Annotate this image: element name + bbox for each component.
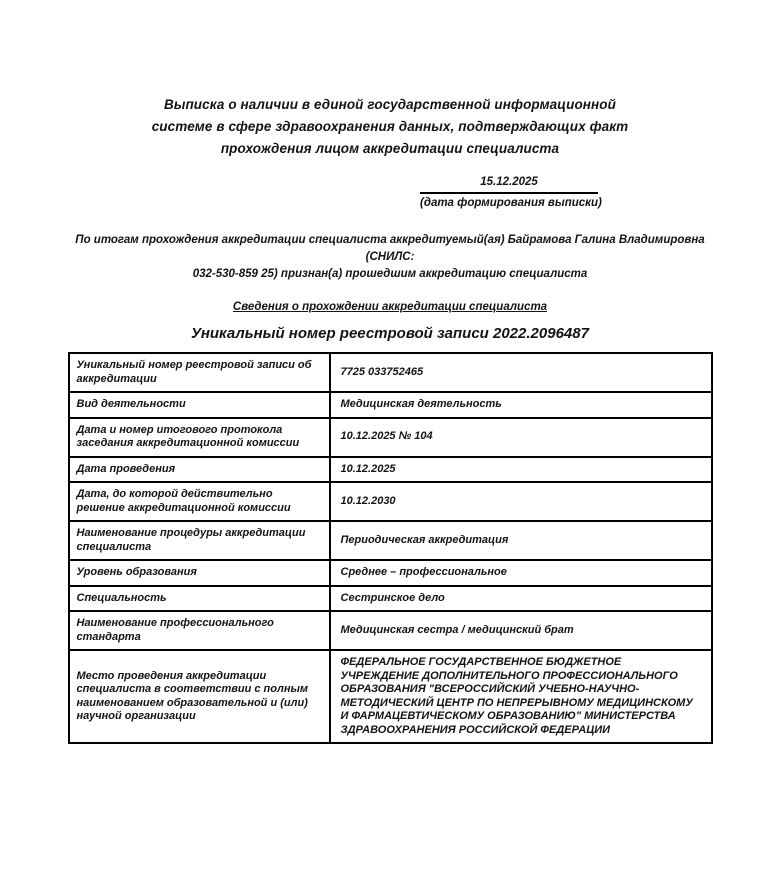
row-value-cell: 10.12.2025	[330, 457, 712, 483]
intro-line: 032-530-859 25) признан(а) прошедшим аккредитацию специалиста	[192, 268, 588, 280]
row-value-cell: Медицинская сестра / медицинский брат	[330, 611, 712, 650]
table-row	[69, 586, 712, 612]
row-label-cell: Место проведения аккредитации специалиста в соответствии с полным наименованием образовательной и (или) научной организации	[69, 650, 330, 743]
row-label-cell: Уровень образования	[69, 560, 330, 586]
section-heading: Сведения о прохождении аккредитации специалиста	[232, 301, 548, 313]
issue-date-block	[420, 176, 602, 210]
row-value-cell: 7725 033752465	[330, 353, 712, 392]
row-label-cell: Специальность	[69, 586, 330, 612]
table-row	[69, 418, 712, 457]
table-row	[69, 482, 712, 521]
intro-line: По итогам прохождения аккредитации специалиста аккредитуемый(ая) Байрамова Галина Владимировна (СНИЛС:	[75, 234, 705, 263]
accreditation-table	[68, 352, 713, 744]
document-title-line: Выписка о наличии в единой государственной информационной	[163, 97, 616, 112]
row-value-cell: Периодическая аккредитация	[330, 521, 712, 560]
registry-number-heading: Уникальный номер реестровой записи 2022.2096487	[191, 325, 589, 342]
row-label-cell: Дата, до которой действительно решение аккредитационной комиссии	[69, 482, 330, 521]
table-row	[69, 353, 712, 392]
row-label-cell: Вид деятельности	[69, 392, 330, 418]
row-label-cell: Дата проведения	[69, 457, 330, 483]
issue-date-caption: (дата формирования выписки)	[420, 197, 602, 209]
document-title	[70, 94, 710, 160]
row-value-cell: 10.12.2030	[330, 482, 712, 521]
table-row	[69, 650, 712, 743]
issue-date-value: 15.12.2025	[420, 176, 598, 194]
row-value-cell: ФЕДЕРАЛЬНОЕ ГОСУДАРСТВЕННОЕ БЮДЖЕТНОЕ УЧРЕЖДЕНИЕ ДОПОЛНИТЕЛЬНОГО ПРОФЕССИОНАЛЬНОГО ОБРАЗОВАНИЯ "ВСЕРОССИЙСКИЙ УЧЕБНО-НАУЧНО-МЕТОДИЧЕСКИЙ ЦЕНТР ПО НЕПРЕРЫВНОМУ МЕДИЦИНСКОМУ И ФАРМАЦЕВТИЧЕСКОМУ ОБРАЗОВАНИЮ" МИНИСТЕРСТВА ЗДРАВООХРАНЕНИЯ РОССИЙСКОЙ ФЕДЕРАЦИИ	[330, 650, 712, 743]
row-value-cell: Среднее – профессиональное	[330, 560, 712, 586]
row-label-cell: Уникальный номер реестровой записи об аккредитации	[69, 353, 330, 392]
row-label-cell: Наименование процедуры аккредитации специалиста	[69, 521, 330, 560]
table-row	[69, 521, 712, 560]
document-title-line: системе в сфере здравоохранения данных, подтверждающих факт	[151, 119, 629, 134]
document-title-line: прохождения лицом аккредитации специалиста	[220, 141, 560, 156]
table-row	[69, 560, 712, 586]
intro-paragraph	[50, 232, 730, 283]
row-label-cell: Наименование профессионального стандарта	[69, 611, 330, 650]
row-value-cell: 10.12.2025 № 104	[330, 418, 712, 457]
table-row	[69, 457, 712, 483]
row-label-cell: Дата и номер итогового протокола заседания аккредитационной комиссии	[69, 418, 330, 457]
table-row	[69, 392, 712, 418]
table-row	[69, 611, 712, 650]
row-value-cell: Медицинская деятельность	[330, 392, 712, 418]
row-value-cell: Сестринское дело	[330, 586, 712, 612]
